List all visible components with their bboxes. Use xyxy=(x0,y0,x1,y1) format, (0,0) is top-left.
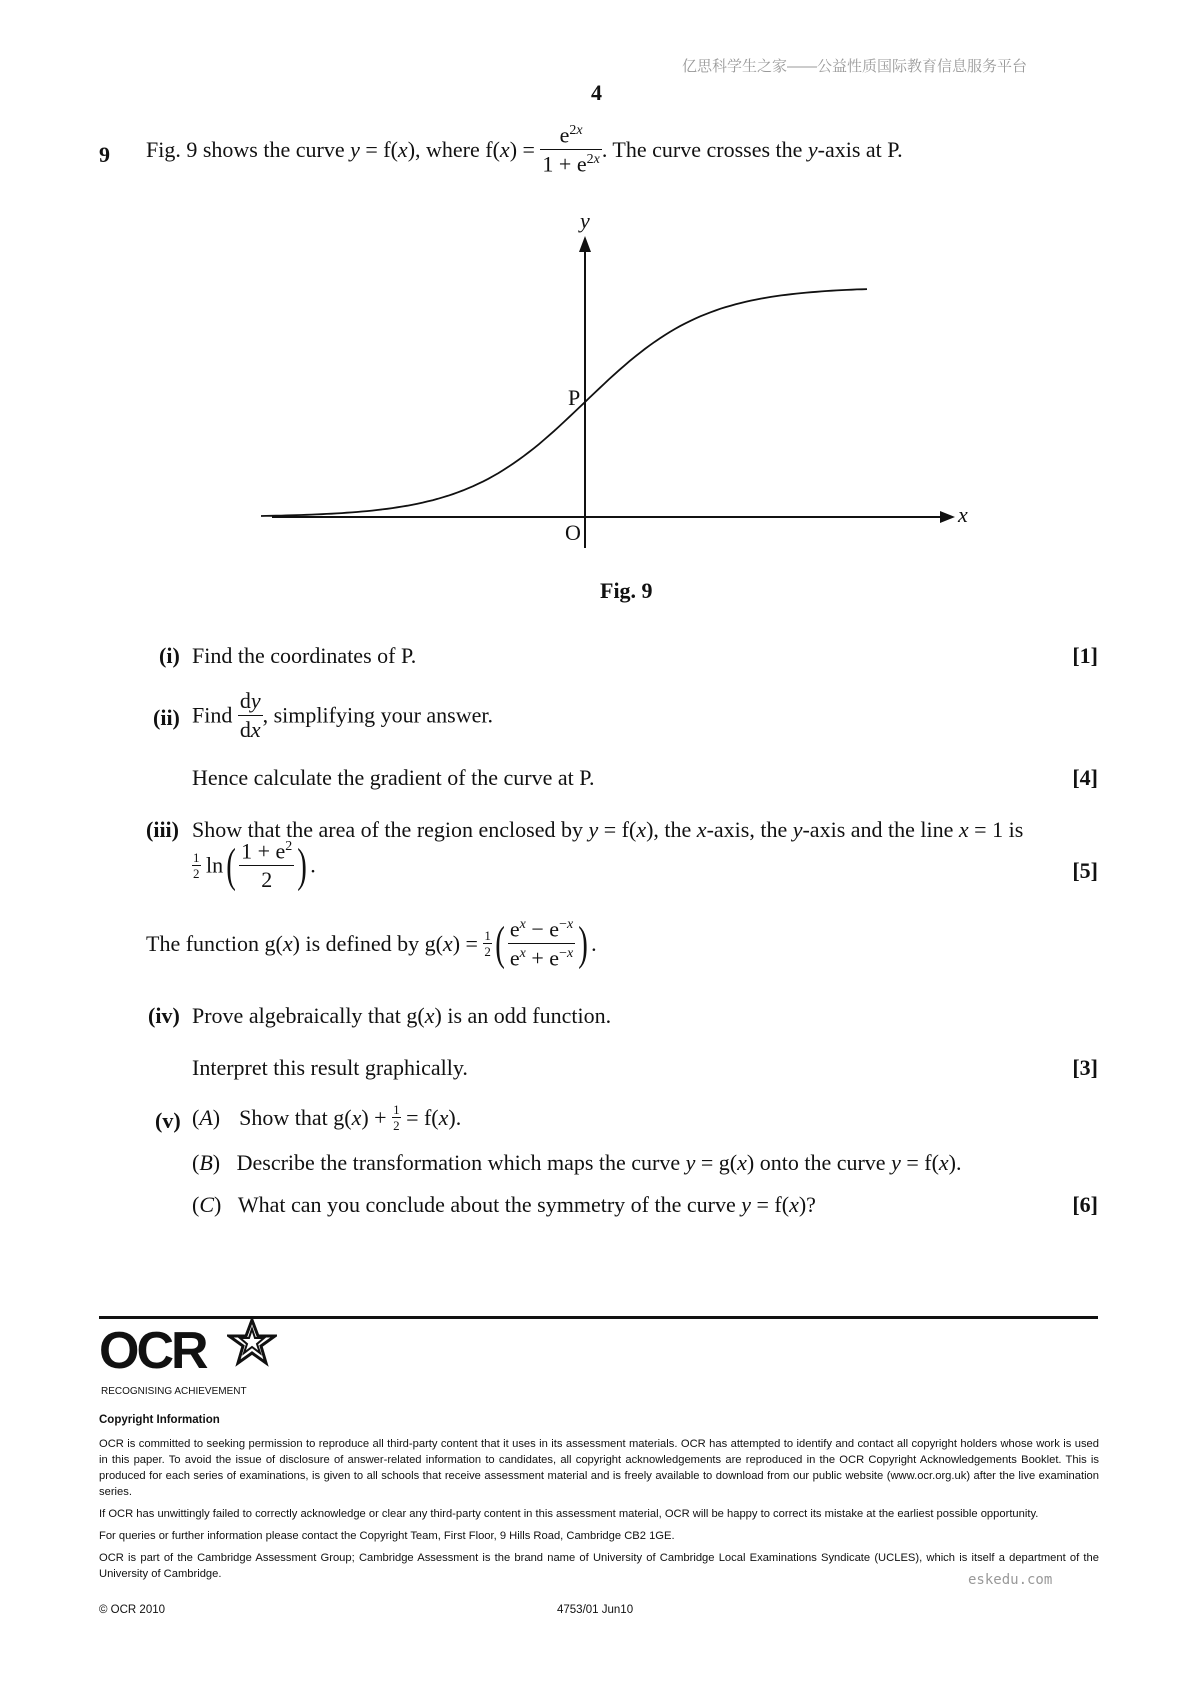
part-ii-mark: [4] xyxy=(1072,765,1098,790)
figure-9-graph xyxy=(0,210,1190,570)
part-v-c: (C) What can you conclude about the symmetry of the curve y = f(x)? xyxy=(192,1192,816,1217)
copyright-paragraph-3: For queries or further information please contact the Copyright Team, First Floor, 9 Hills Road, Cambridge CB2 1GE. xyxy=(99,1530,675,1542)
watermark-bottom: eskedu.com xyxy=(968,1572,1053,1588)
curve-fx xyxy=(261,289,867,516)
part-iii-expression: $\frac{1}{2}$ ln( $\frac{1 + e^2}{2}$ ) . xyxy=(193,838,316,893)
ocr-logo-tagline: RECOGNISING ACHIEVEMENT xyxy=(101,1386,247,1397)
part-iii-number: (iii) xyxy=(146,817,179,842)
point-label-p: P xyxy=(568,385,581,410)
copyright-year: © OCR 2010 xyxy=(99,1604,166,1616)
axis-label-y: y xyxy=(580,208,590,233)
copyright-paragraph-2: If OCR has unwittingly failed to correctly acknowledge or clear any third-party content in this assessment material, OCR will be happy to correct its mistake at the earliest possible opportunity. xyxy=(99,1508,1039,1520)
copyright-heading: Copyright Information xyxy=(99,1414,220,1426)
part-v-mark: [6] xyxy=(1072,1192,1098,1217)
copyright-paragraph-1: OCR is committed to seeking permission to reproduce all third-party content that it uses in its assessment materials. OCR has attempted to identify and contact all copyright holders whose work is used in this paper. To avoid the issue of disclosure of answer-related information to candidates, all copyright acknowledgements are reproduced in the OCR Copyright Acknowledgements Booklet. This is produced for each series of examinations, is given to all schools that receive assessment material and is freely available to download from our public website (www.ocr.org.uk) after the live examination series. xyxy=(99,1438,1099,1498)
part-iv-text: Prove algebraically that g(x) is an odd function. xyxy=(192,1003,612,1028)
part-iv-text-2: Interpret this result graphically. xyxy=(192,1055,468,1080)
part-i-number: (i) xyxy=(159,643,180,668)
part-iv-mark: [3] xyxy=(1072,1055,1098,1080)
y-axis-arrow xyxy=(579,236,591,252)
g-definition: The function g(x) is defined by g(x) = $\frac{1}{2}$ ( $\frac{e^x - e^{-x}}{e^x + e^{-x}}$ ) . xyxy=(146,916,597,971)
watermark-top: 亿思科学生之家——公益性质国际教育信息服务平台 xyxy=(682,58,1028,75)
fx-fraction: $\frac{e^{2x}}{1 + e^{2x}}$ xyxy=(542,122,600,177)
copyright-paragraph-4: OCR is part of the Cambridge Assessment Group; Cambridge Assessment is the brand name of University of Cambridge Local Examinations Syndicate (UCLES), which is itself a department of the University of Cambridge. xyxy=(99,1552,1099,1580)
part-iii-text: Show that the area of the region enclosed by y = f(x), the x-axis, the y-axis and the line x = 1 is xyxy=(192,817,1024,842)
ocr-logo xyxy=(99,1322,206,1380)
question-number: 9 xyxy=(99,142,110,167)
part-i-text: Find the coordinates of P. xyxy=(192,643,417,668)
part-iii-mark: [5] xyxy=(1072,858,1098,883)
ocr-star-icon xyxy=(227,1317,277,1367)
paper-code: 4753/01 Jun10 xyxy=(557,1604,634,1616)
dy-dx-fraction: $\frac{dy}{dx}$ xyxy=(239,688,261,742)
axis-label-x: x xyxy=(958,502,968,527)
part-v-number: (v) xyxy=(155,1108,181,1133)
part-v-a: (A) Show that g(x) + $\frac{1}{2}$ = f(x). xyxy=(192,1102,462,1134)
part-ii-text: Find $\frac{dy}{dx}$ , simplifying your answer. xyxy=(192,688,493,742)
x-axis-arrow xyxy=(940,511,955,523)
part-iv-number: (iv) xyxy=(148,1003,180,1028)
origin-label: O xyxy=(565,520,581,545)
part-ii-text-2: Hence calculate the gradient of the curve at P. xyxy=(192,765,595,790)
page-number: 4 xyxy=(591,80,602,105)
figure-caption: Fig. 9 xyxy=(600,578,653,603)
part-i-mark: [1] xyxy=(1072,643,1098,668)
part-ii-number: (ii) xyxy=(153,705,180,730)
question-intro: Fig. 9 shows the curve y = f(x), where f(x) = $\frac{e^{2x}}{1 + e^{2x}}$ . The curve crosses the y-axis at P. xyxy=(146,122,903,177)
ocr-logo-text: OCR xyxy=(99,1322,206,1380)
part-v-b: (B) Describe the transformation which maps the curve y = g(x) onto the curve y = f(x). xyxy=(192,1150,962,1175)
